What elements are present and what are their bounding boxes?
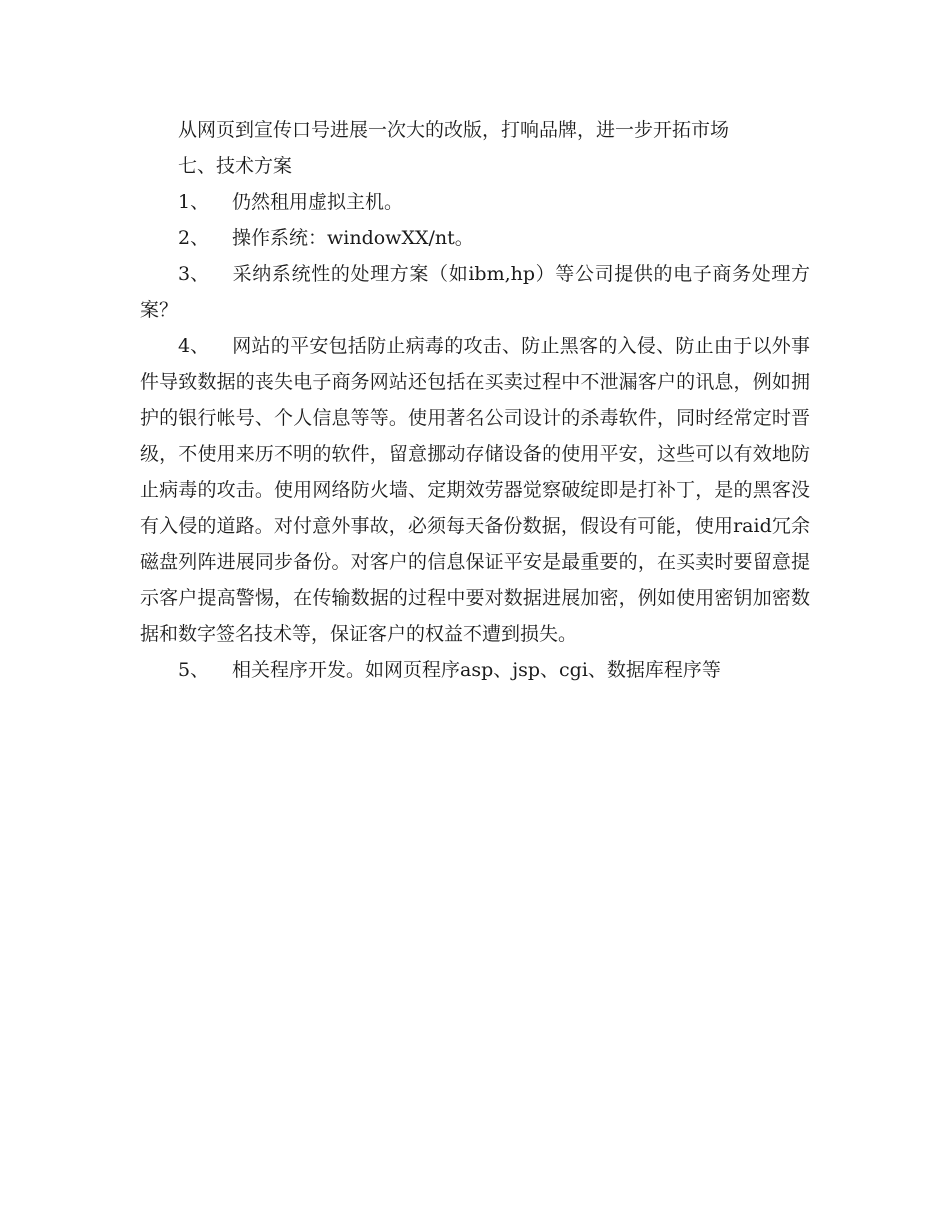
list-item-number: 4、: [178, 335, 210, 357]
list-item: [140, 652, 810, 688]
list-item-number: 1、: [178, 191, 210, 213]
list-item: [140, 256, 810, 328]
list-item-number: 5、: [178, 659, 210, 681]
list-item-number: 2、: [178, 227, 210, 249]
intro-paragraph: 从网页到宣传口号进展一次大的改版，打响品牌，进一步开拓市场: [178, 119, 730, 141]
list-item-text: 相关程序开发。如网页程序asp、jsp、cgi、数据库程序等: [232, 659, 721, 681]
list-item-text: 网站的平安包括防止病毒的攻击、防止黑客的入侵、防止由于以外事件导致数据的丧失电子商务网站还包括在买卖过程中不泄漏客户的讯息，例如拥护的银行帐号、个人信息等等。使用著名公司设计的杀毒软件，同时经常定时晋级，不使用来历不明的软件，留意挪动存储设备的使用平安，这些可以有效地防止病毒的攻击。使用网络防火墙、定期效劳器觉察破绽即是打补丁，是的黑客没有入侵的道路。对付意外事故，必须每天备份数据，假设有可能，使用raid冗余磁盘列阵进展同步备份。对客户的信息保证平安是最重要的，在买卖时要留意提示客户提高警惕，在传输数据的过程中要对数据进展加密，例如使用密钥加密数据和数字签名技术等，保证客户的权益不遭到损失。: [140, 335, 810, 645]
list-item: [140, 220, 810, 256]
list-item: [140, 184, 810, 220]
list-item-text: 采纳系统性的处理方案（如ibm,hp）等公司提供的电子商务处理方案？: [140, 263, 810, 321]
list-item: [140, 328, 810, 652]
document-body: [140, 112, 810, 688]
section-heading: 七、技术方案: [178, 155, 293, 177]
list-item-text: 仍然租用虚拟主机。: [232, 191, 404, 213]
list-item-text: 操作系统：windowXX/nt。: [232, 227, 474, 249]
list-item-number: 3、: [178, 263, 210, 285]
